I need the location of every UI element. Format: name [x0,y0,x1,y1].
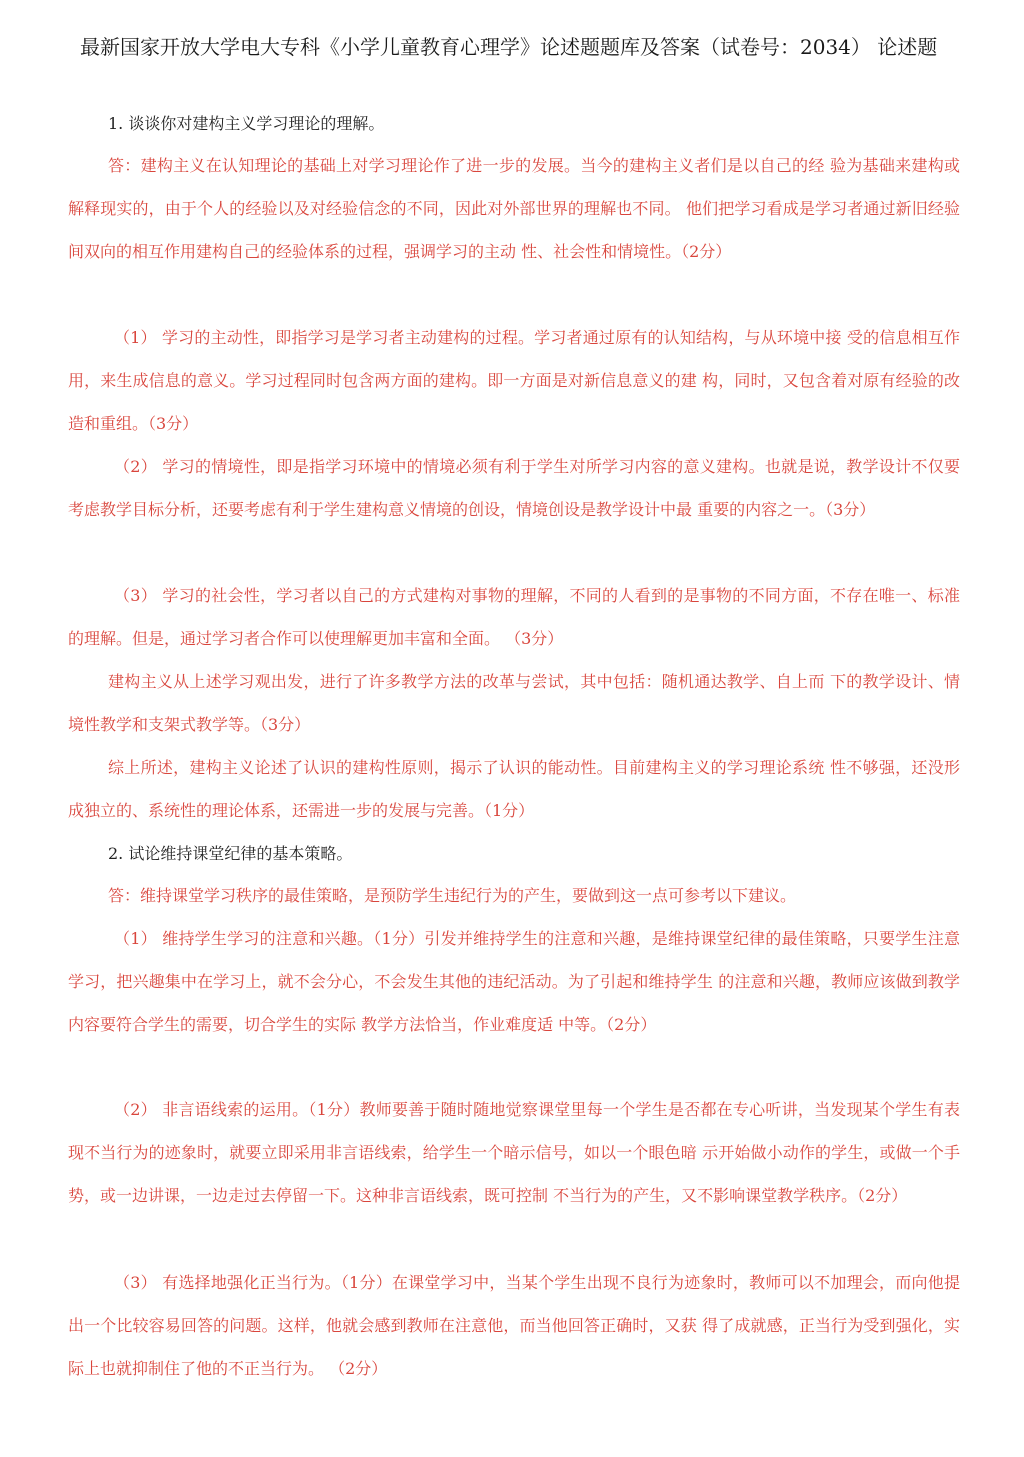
answer-2-point-2: （2） 非言语线索的运用。（1分）教师要善于随时随地觉察课堂里每一个学生是否都在专心听讲，当发现某个学生有表现不当行为的迹象时，就要立即采用非言语线索，给学生一个暗示信号，如以一个眼色暗 示开始做小动作的学生，或做一个手势，或一边讲课，一边走过去停留一下。这种非言语线索，既可控制 不当行为的产生，又不影响课堂教学秩序。（2分） [68,1100,960,1205]
question-1: 1. 谈谈你对建构主义学习理论的理解。 [108,114,385,133]
answer-2-intro: 答：维持课堂学习秩序的最佳策略，是预防学生违纪行为的产生，要做到这一点可参考以下建议。 [108,886,797,905]
answer-2-point-3: （3） 有选择地强化正当行为。（1分）在课堂学习中，当某个学生出现不良行为迹象时，教师可以不加理会，而向他提出一个比较容易回答的问题。这样，他就会感到教师在注意他，而当他回答正确时，又获 得了成就感，正当行为受到强化，实际上也就抑制住了他的不正当行为。 （2分） [68,1273,960,1378]
answer-2-point-1: （1） 维持学生学习的注意和兴趣。（1分）引发并维持学生的注意和兴趣，是维持课堂纪律的最佳策略，只要学生注意学习，把兴趣集中在学习上，就不会分心，不会发生其他的违纪活动。为了引起和维持学生 的注意和兴趣，教师应该做到教学内容要符合学生的需要，切合学生的实际 教学方法恰当，作业难度适 中等。（2分） [68,929,960,1034]
answer-1-methods: 建构主义从上述学习观出发，进行了许多教学方法的改革与尝试，其中包括：随机通达教学、自上而 下的教学设计、情境性教学和支架式教学等。（3分） [68,672,960,734]
answer-1-point-3: （3） 学习的社会性，学习者以自己的方式建构对事物的理解，不同的人看到的是事物的不同方面，不存在唯一、标准的理解。但是，通过学习者合作可以使理解更加丰富和全面。 （3分） [68,586,960,648]
page-title: 最新国家开放大学电大专科《小学儿童教育心理学》论述题题库及答案（试卷号：2034） 论述题 [80,35,938,59]
answer-1-summary: 综上所述，建构主义论述了认识的建构性原则，揭示了认识的能动性。目前建构主义的学习理论系统 性不够强，还没形成独立的、系统性的理论体系，还需进一步的发展与完善。（1分） [68,758,960,820]
answer-1-point-2: （2） 学习的情境性，即是指学习环境中的情境必须有利于学生对所学习内容的意义建构。也就是说，教学设计不仅要考虑教学目标分析，还要考虑有利于学生建构意义情境的创设，情境创设是教学设计中最 重要的内容之一。（3分） [68,457,960,519]
question-2: 2. 试论维持课堂纪律的基本策略。 [108,844,353,863]
answer-1-point-1: （1） 学习的主动性，即指学习是学习者主动建构的过程。学习者通过原有的认知结构，与从环境中接 受的信息相互作用，来生成信息的意义。学习过程同时包含两方面的建构。即一方面是对新信息意义的建 构，同时，又包含着对原有经验的改造和重组。（3分） [68,328,960,433]
answer-1-intro: 答：建构主义在认知理论的基础上对学习理论作了进一步的发展。当今的建构主义者们是以自己的经 验为基础来建构或解释现实的，由于个人的经验以及对经验信念的不同，因此对外部世界的理解也不同。 他们把学习看成是学习者通过新旧经验间双向的相互作用建构自己的经验体系的过程，强调学习的主动 性、社会性和情境性。（2分） [68,156,960,261]
